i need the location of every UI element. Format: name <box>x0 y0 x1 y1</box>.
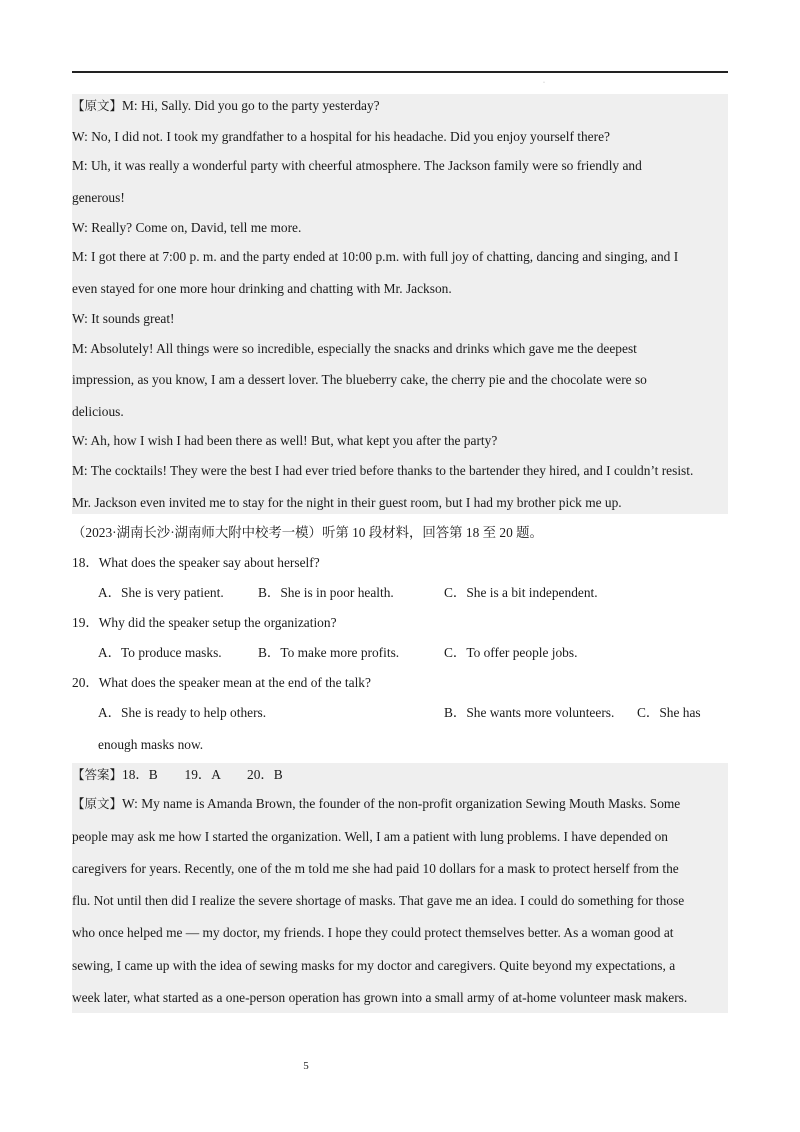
transcript-1-text: M: Hi, Sally. Did you go to the party yesterday? <box>122 98 380 113</box>
section-header: （2023·湖南长沙·湖南师大附中校考一模）听第 10 段材料，回答第 18 至 20 题。 <box>72 525 543 540</box>
transcript-2-line-1 <box>72 795 680 813</box>
transcript-1-line-8: W: It sounds great! <box>72 311 175 326</box>
header-dot: · <box>543 80 545 86</box>
transcript-2-label: 【原文】 <box>72 796 123 811</box>
transcript-1-line-11: delicious. <box>72 404 124 419</box>
transcript-1-line-12: W: Ah, how I wish I had been there as well! But, what kept you after the party? <box>72 433 498 448</box>
question-18-option-b: B．She is in poor health. <box>258 585 394 600</box>
question-20-option-a: A．She is ready to help others. <box>98 705 267 720</box>
transcript-1-line-2: W: No, I did not. I took my grandfather to a hospital for his headache. Did you enjoy yourself there? <box>72 129 610 144</box>
question-20-option-c: C．She has <box>637 705 701 720</box>
question-20-option-c-continued: enough masks now. <box>98 737 204 752</box>
transcript-1-line-3: M: Uh, it was really a wonderful party with cheerful atmosphere. The Jackson family were so friendly and <box>72 158 642 173</box>
transcript-1-line-14: Mr. Jackson even invited me to stay for the night in their guest room, but I had my brother pick me up. <box>72 495 622 510</box>
question-19-option-c: C．To offer people jobs. <box>444 645 578 660</box>
question-19-stem: 19．Why did the speaker setup the organization? <box>72 615 337 630</box>
transcript-1-line-13: M: The cocktails! They were the best I had ever tried before thanks to the bartender they hired, and I couldn’t resist. <box>72 463 694 478</box>
answer-line <box>72 766 283 784</box>
page-number: 5 <box>303 1060 309 1072</box>
transcript-2-line-2: people may ask me how I started the organization. Well, I am a patient with lung problems. I have depended on <box>72 829 668 844</box>
question-20-option-b: B．She wants more volunteers. <box>444 705 615 720</box>
transcript-1-line-9: M: Absolutely! All things were so incredible, especially the snacks and drinks which gave me the deepest <box>72 341 637 356</box>
transcript-1-line-6: M: I got there at 7:00 p. m. and the party ended at 10:00 p.m. with full joy of chatting, dancing and singing, and I <box>72 249 679 264</box>
transcript-2-line-3: caregivers for years. Recently, one of the m told me she had paid 10 dollars for a mask to protect herself from the <box>72 861 679 876</box>
transcript-2-line-6: sewing, I came up with the idea of sewing masks for my doctor and caregivers. Quite beyond my expectations, a <box>72 958 676 973</box>
question-19-option-b: B．To make more profits. <box>258 645 400 660</box>
transcript-1-line-5: W: Really? Come on, David, tell me more. <box>72 220 302 235</box>
transcript-2-line-7: week later, what started as a one-person operation has grown into a small army of at-home volunteer mask makers. <box>72 990 688 1005</box>
transcript-2-text: W: My name is Amanda Brown, the founder of the non-profit organization Sewing Mouth Masks. Some <box>122 796 681 811</box>
question-19-option-a: A．To produce masks. <box>98 645 222 660</box>
transcript-1-label: 【原文】 <box>72 98 123 113</box>
answer-text: 18．B 19．A 20．B <box>122 767 283 782</box>
transcript-1-line-7: even stayed for one more hour drinking and chatting with Mr. Jackson. <box>72 281 452 296</box>
question-18-option-c: C．She is a bit independent. <box>444 585 598 600</box>
question-20-stem: 20．What does the speaker mean at the end of the talk? <box>72 675 371 690</box>
answer-label: 【答案】 <box>72 767 123 782</box>
transcript-1-line-1 <box>72 97 380 115</box>
question-18-stem: 18．What does the speaker say about herself? <box>72 555 320 570</box>
transcript-2-line-5: who once helped me — my doctor, my friends. I hope they could protect themselves better. As a woman good at <box>72 925 674 940</box>
transcript-1-line-10: impression, as you know, I am a dessert lover. The blueberry cake, the cherry pie and the chocolate were so <box>72 372 647 387</box>
transcript-2-line-4: flu. Not until then did I realize the severe shortage of masks. That gave me an idea. I could do something for those <box>72 893 685 908</box>
transcript-1-line-4: generous! <box>72 190 125 205</box>
header-rule <box>72 71 728 73</box>
question-18-option-a: A．She is very patient. <box>98 585 224 600</box>
